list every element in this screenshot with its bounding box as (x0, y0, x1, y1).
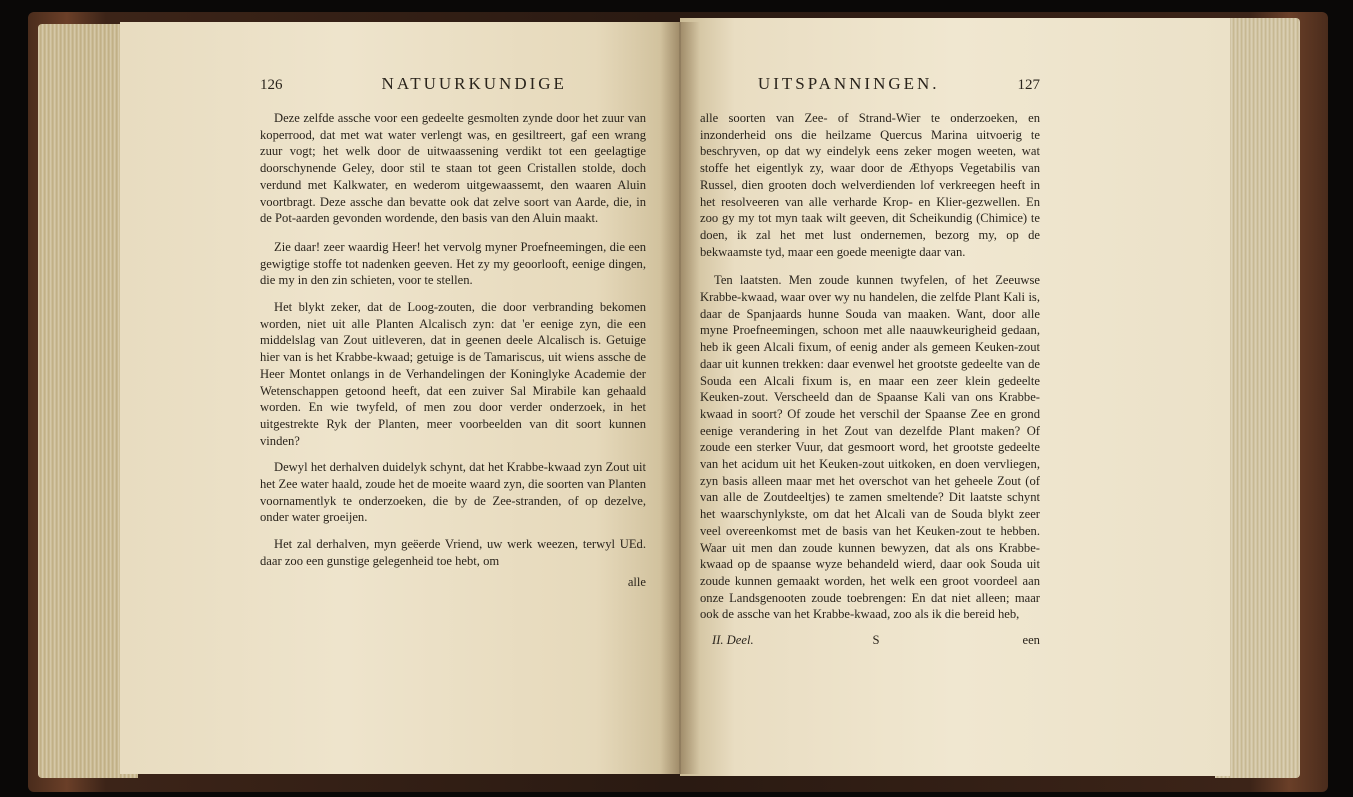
right-page-text (700, 110, 1040, 623)
right-page (680, 18, 1230, 776)
left-page (120, 22, 680, 774)
paragraph: Deze zelfde assche voor een gedeelte gesmolten zynde door het zuur van koperrood, dat met wat water verlengt was, en gesiltreert, gaf een wrang zuur vogt; het welk door de uitwaassening verdikt tot een geelagtige doorschynende Geley, door stil te staan tot geen Cristallen stolde, doch verdund met Kalkwater, en wederom uitgewaassemt, den waaren Aluin voortbragt. Deze assche dan bevatte ook dat zelve soort van Aarde, die, in de Pot-aarden gevonden wordende, den basis van den Aluin maakt. (260, 111, 646, 226)
right-page-footer (700, 633, 1040, 648)
left-running-head: NATUURKUNDIGE (381, 74, 567, 93)
left-page-header (260, 74, 646, 96)
signature-mark: S (872, 633, 880, 648)
paragraph: alle soorten van Zee- of Strand-Wier te onderzoeken, en inzonderheid ons die heilzame Quercus Marina uitvoerig te beschryven, op dat wy eindelyk eens zeker mogen weeten, wat stoffe het eigentlyk zy, waar door de Æthyops Vegetabilis van Russel, dien grooten doch welverdienden lof verkreegen heeft in het resolveeren van alle verharde Krop- en Klier-gezwellen. En zoo gy my tot myn taak wilt geeven, dit Scheikundig (Chimice) te doen, ik zal het met lust ondernemen, bezorg my, op de bekwaamste tyd, maar een goede meenigte daar van. (700, 111, 1040, 259)
paragraph: Zie daar! zeer waardig Heer! het vervolg myner Proefneemingen, die een gewigtige stoffe tot nadenken geeven. Het zy my geoorlooft, eenige dingen, die my in den zin schieten, voor te stellen. (260, 239, 646, 288)
right-page-header (700, 74, 1040, 96)
right-page-number: 127 (1017, 77, 1040, 93)
volume-label: II. Deel. (712, 633, 754, 648)
paragraph: Dewyl het derhalven duidelyk schynt, dat het Krabbe-kwaad zyn Zout uit het Zee water haald, zoude het de moeite waard zyn, die soorten van Planten voornamentlyk te onderzoeken, die by de Zee-stranden, of op dezelve, onder water groeijen. (260, 460, 646, 525)
book-gutter (660, 22, 700, 774)
right-running-head: UITSPANNINGEN. (757, 74, 940, 93)
paragraph: Het zal derhalven, myn geëerde Vriend, uw werk weezen, terwyl UEd. daar zoo een gunstige gelegenheid toe hebt, om (260, 537, 646, 568)
left-page-number: 126 (260, 77, 283, 93)
left-page-text (260, 110, 646, 590)
paragraph: Ten laatsten. Men zoude kunnen twyfelen, of het Zeeuwse Krabbe-kwaad, waar over wy nu handelen, die zelfde Plant Kali is, daar de Spanjaards hunne Souda van maaken. Want, door alle myne Proefneemingen, schoon met alle naauwkeurigheid gedaan, heb ik geen Alcali fixum, of eenig ander als gemeen Keuken-zout daar uit kunnen trekken: daar evenwel het grootste gedeelte van de Souda een Alcali fixum is, en maar een zeer klein gedeelte Keuken-zout. Verscheeld dan de Spaanse Kali van ons Krabbe-kwaad in soort? Of zoude het verschil der Spaanse Zee en grond eenige verandering in het Zout van dezelfde Plant maken? Of zoude een sterker Vuur, dat gesmoort word, het grootste gedeelte van het acidum uit het Keuken-zout uitkoken, en doen vervliegen, zyn basis alleen maar met het overschot van het geheele Zout (of van alle de Zoutdeeltjes) te zamen smeltende? Dit laatste schynt het waarschynlykste, om dat het Alcali van de Souda blykt zeer veel overeenkomst met de basis van het Keuken-zout te hebben. Waar uit men dan zoude kunnen bewyzen, dat als ons Krabbe-kwaad op de spaanse wyze behandeld wierd, daar ook Souda uit zoude kunnen gemaakt worden, het welk een groot voordeel aan onze Landsgenooten zoude toebrengen: En dat niet alleen; maar ook de assche van het Krabbe-kwaad, zoo als ik die bereid heb, (700, 273, 1040, 622)
paragraph: Het blykt zeker, dat de Loog-zouten, die door verbranding bekomen worden, niet uit alle Planten Alcalisch zyn: dat 'er eenige zyn, die een middelslag van Zout uitleveren, dat in geenen deele Alcalisch is. Getuige hier van is het Krabbe-kwaad; getuige is de Tamariscus, uit wiens assche de Heer Montet onlangs in de Verhandelingen der Koninglyke Academie der Wetenschappen getoond heeft, dat een zuiver Sal Mirabile kan gehaald worden. En wie twyfeld, of men zou door verder onderzoek, in het uitgestrekte Ryk der Planten, meer voorbeelden van dit soort kunnen vinden? (260, 300, 646, 448)
right-catchword: een (1022, 633, 1040, 648)
left-catchword: alle (627, 574, 646, 589)
